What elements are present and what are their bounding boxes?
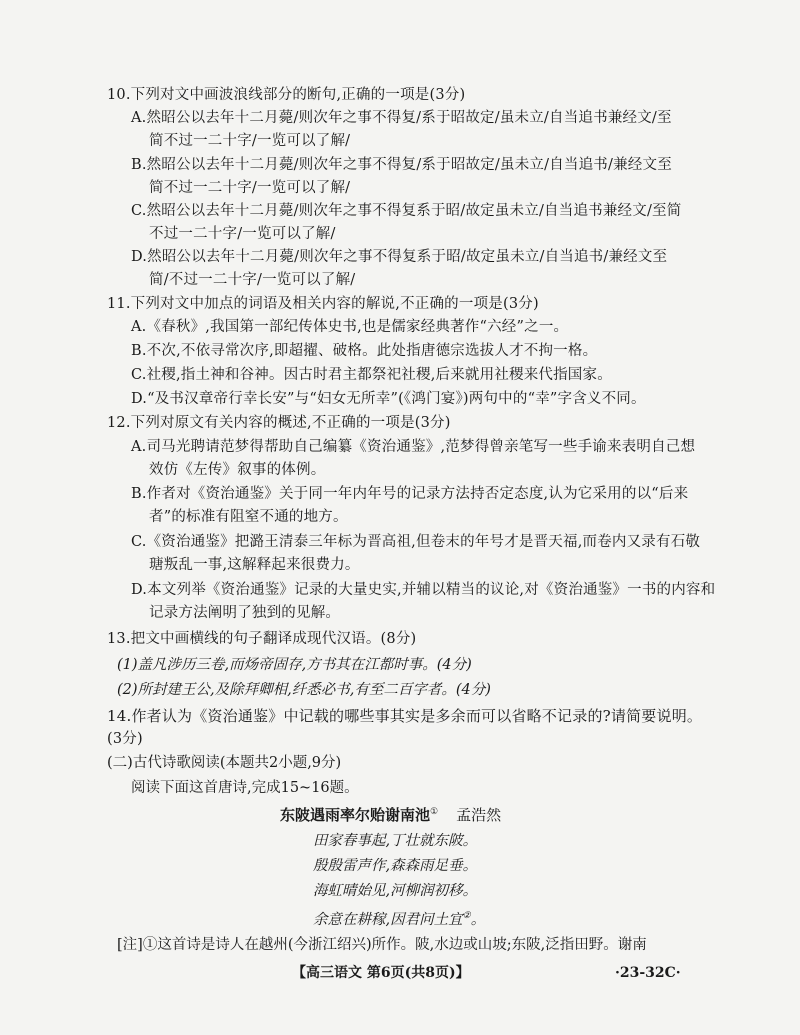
option-line: B.不次,不依寻常次序,即超擢、破格。此处指唐德宗选拔人才不拘一格。 <box>131 343 598 359</box>
option-line: 瑭叛乱一事,这解释起来很费力。 <box>149 557 360 573</box>
question-12-option-c[interactable] <box>131 531 701 577</box>
question-13-sub-2: (2)所封建王公,及除拜卿相,纤悉必书,有至二百字者。(4分) <box>117 682 491 698</box>
question-10-stem: 10.下列对文中画波浪线部分的断句,正确的一项是(3分) <box>107 87 466 103</box>
poem-line: 田家春事起,丁壮就东陂。 <box>313 833 478 849</box>
question-10-option-d[interactable] <box>131 246 691 292</box>
option-line: B.作者对《资治通鉴》关于同一年内年号的记录方法持否定态度,认为它采用的以“后来 <box>131 486 689 502</box>
footnote-marker: ① <box>430 807 439 817</box>
question-11-option-b[interactable] <box>131 340 691 363</box>
question-13-sub-1: (1)盖凡涉历三卷,而炀帝固存,方书其在江都时事。(4分) <box>117 657 472 673</box>
question-14-stem: 14.作者认为《资治通鉴》中记载的哪些事其实是多余而可以省略不记录的?请简要说明。 <box>107 707 703 725</box>
option-line: D.“及书汉章帝行幸长安”与“妇女无所幸”(《鸿门宴》)两句中的“幸”字含义不同。 <box>131 391 646 407</box>
footer-code: ·23-32C· <box>615 965 681 981</box>
question-11-option-d[interactable] <box>131 388 691 411</box>
question-12-stem: 12.下列对原文有关内容的概述,不正确的一项是(3分) <box>107 415 451 431</box>
option-line: 效仿《左传》叙事的体例。 <box>149 462 326 478</box>
option-line: C.社稷,指土神和谷神。因古时君主都祭祀社稷,后来就用社稷来代指国家。 <box>131 367 612 383</box>
poem-title-text: 东陂遇雨率尔贻谢南池 <box>280 806 431 824</box>
poem-annotation: [注]①这首诗是诗人在越州(今浙江绍兴)所作。陂,水边或山坡;东陂,泛指田野。谢南 <box>117 937 647 953</box>
poem-line: 海虹晴始见,河柳润初移。 <box>313 883 478 899</box>
option-line: D.本文列举《资治通鉴》记录的大量史实,并辅以精当的议论,对《资治通鉴》一书的内容和 <box>131 582 716 598</box>
option-line: 记录方法阐明了独到的见解。 <box>149 605 341 621</box>
question-13-stem: 13.把文中画横线的句子翻译成现代汉语。(8分) <box>107 631 417 647</box>
section-heading: (二)古代诗歌阅读(本题共2小题,9分) <box>107 755 342 771</box>
option-line: 不过一二十字/一览可以了解/ <box>149 226 336 242</box>
option-line: 简/不过一二十字/一览可以了解/ <box>149 272 356 288</box>
option-line: 简不过一二十字/一览可以了解/ <box>149 180 351 196</box>
section-intro: 阅读下面这首唐诗,完成15~16题。 <box>131 780 359 796</box>
option-line: A.《春秋》,我国第一部纪传体史书,也是儒家经典著作“六经”之一。 <box>131 319 569 335</box>
question-11-option-a[interactable] <box>131 316 691 339</box>
footnote-marker: ② <box>462 911 471 921</box>
poem-author: 孟浩然 <box>456 806 502 824</box>
question-12-option-a[interactable] <box>131 436 696 482</box>
poem-line <box>313 905 485 932</box>
question-12-option-b[interactable] <box>131 483 691 529</box>
option-line: D.然昭公以去年十二月薨/则次年之事不得复系于昭/故定虽未立/自当追书/兼经文至 <box>131 249 668 265</box>
footer-page-info: 【高三语文 第6页(共8页)】 <box>292 965 470 981</box>
option-line: A.然昭公以去年十二月薨/则次年之事不得复/系于昭故定/虽未立/自当追书兼经文/至 <box>131 110 672 126</box>
option-line: 者”的标准有阻窒不通的地方。 <box>149 509 348 525</box>
option-line: A.司马光聘请范梦得帮助自己编纂《资治通鉴》,范梦得曾亲笔写一些手谕来表明自己想 <box>131 439 696 455</box>
question-10-option-b[interactable] <box>131 154 691 200</box>
question-14-points: (3分) <box>107 731 143 747</box>
poem-line-end: 。 <box>470 911 486 928</box>
question-10-option-a[interactable] <box>131 107 691 153</box>
poem-line: 殷殷雷声作,森森雨足垂。 <box>313 858 478 874</box>
option-line: C.然昭公以去年十二月薨/则次年之事不得复系于昭/故定虽未立/自当追书兼经文/至简 <box>131 203 682 219</box>
poem-line-text: 余意在耕稼,因君问土宜 <box>313 911 463 928</box>
option-line: 简不过一二十字/一览可以了解/ <box>149 133 351 149</box>
question-10-option-c[interactable] <box>131 200 691 246</box>
question-11-stem: 11.下列对文中加点的词语及相关内容的解说,不正确的一项是(3分) <box>107 296 539 312</box>
option-line: B.然昭公以去年十二月薨/则次年之事不得复/系于昭故定/虽未立/自当追书/兼经文至 <box>131 157 672 173</box>
question-11-option-c[interactable] <box>131 364 691 387</box>
poem-title <box>280 804 501 825</box>
question-12-option-d[interactable] <box>131 579 716 625</box>
option-line: C.《资治通鉴》把潞王清泰三年标为晋高祖,但卷末的年号才是晋天福,而卷内又录有石敬 <box>131 534 701 550</box>
